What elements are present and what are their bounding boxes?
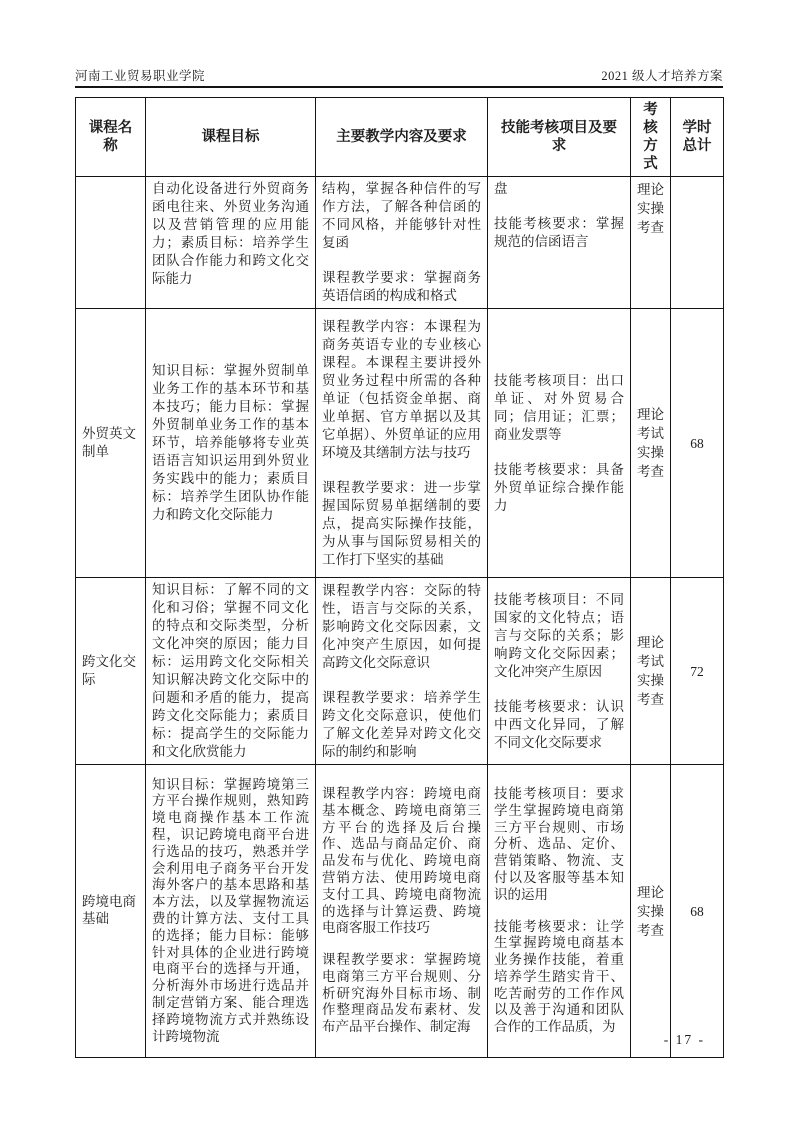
table-row — [76, 177, 724, 309]
method-line: 考查 — [637, 464, 664, 479]
method-line: 考查 — [637, 220, 664, 235]
table-row — [76, 578, 724, 765]
cell-objectives — [146, 578, 316, 765]
cell-paragraph: 技能考核要求：让学生掌握跨境电商基本业务操作技能，着重培养学生踏实肯干、吃苦耐劳的工作作风以及善于沟通和团队合作的工作品质，为 — [494, 918, 624, 1035]
cell-paragraph: 课程教学内容：交际的特性，语言与交际的关系，影响跨文化交际因素，文化冲突产生原因，如何提高跨文化交际意识 — [322, 582, 481, 670]
cell-hours: 68 — [671, 765, 724, 1058]
cell-paragraph: 技能考核要求：认识中西文化异同，了解不同文化交际要求 — [494, 698, 624, 750]
table-row — [76, 765, 724, 1058]
column-header-objectives: 课程目标 — [146, 98, 316, 177]
cell-paragraph: 知识目标：了解不同的文化和习俗；掌握不同文化的特点和交际类型，分析文化冲突的原因；能力目标：运用跨文化交际相关知识解决跨文化交际中的问题和矛盾的能力，提高跨文化交际能力；素质目标：提高学生的交际能力和文化欣赏能力 — [152, 582, 309, 759]
cell-assessment — [488, 177, 631, 309]
cell-paragraph: 课程教学要求：培养学生跨文化交际意识，使他们了解文化差异对跨文化交际的制约和影响 — [322, 689, 481, 759]
cell-paragraph: 课程教学要求：掌握商务英语信函的构成和格式 — [322, 270, 481, 303]
column-header-assessment: 技能考核项目及要求 — [488, 98, 631, 177]
cell-course-name: 跨文化交际 — [76, 578, 146, 765]
method-line: 理论 — [637, 407, 664, 422]
cell-paragraph: 技能考核要求：具备外贸单证综合操作能力 — [494, 461, 624, 513]
column-header-content: 主要教学内容及要求 — [316, 98, 488, 177]
method-line: 实操 — [637, 201, 664, 216]
cell-paragraph: 技能考核要求：掌握规范的信函语言 — [494, 216, 624, 249]
page-number: - 17 - — [663, 1032, 705, 1047]
cell-course-name — [76, 177, 146, 309]
cell-paragraph: 课程教学要求：掌握跨境电商第三方平台规则、分析研究海外目标市场、制作整理商品发布素材、发布产品平台操作、制定海 — [322, 952, 481, 1035]
method-line: 理论 — [637, 884, 664, 900]
table-row — [76, 309, 724, 578]
column-header-method: 考核方式 — [631, 98, 671, 177]
cell-content — [316, 578, 488, 765]
cell-objectives — [146, 309, 316, 578]
header-institution: 河南工业贸易职业学院 — [75, 69, 206, 83]
method-line: 实操 — [637, 445, 664, 460]
cell-method — [631, 578, 671, 765]
cell-paragraph: 技能考核项目：出口单证、对外贸易合同；信用证；汇票；商业发票等 — [494, 372, 624, 442]
cell-assessment — [488, 309, 631, 578]
cell-course-name: 跨境电商基础 — [76, 765, 146, 1058]
cell-method — [631, 765, 671, 1058]
cell-hours: 68 — [671, 309, 724, 578]
method-line: 考查 — [637, 692, 664, 707]
method-line: 实操 — [637, 673, 664, 688]
cell-content — [316, 309, 488, 578]
method-line: 考试 — [637, 654, 664, 669]
table-header-row — [76, 98, 724, 177]
cell-method — [631, 177, 671, 309]
cell-paragraph: 课程教学内容：跨境电商基本概念、跨境电商第三方平台的选择及后台操作、选品与商品定价、商品发布与优化、跨境电商营销方法、使用跨境电商支付工具、跨境电商物流的选择与计算运费、跨境电商客服工作技巧 — [322, 785, 481, 936]
header-document-title: 2021 级人才培养方案 — [601, 69, 723, 83]
cell-objectives — [146, 765, 316, 1058]
cell-assessment — [488, 578, 631, 765]
cell-paragraph: 技能考核项目：要求学生掌握跨境电商第三方平台规则、市场分析、选品、定价、营销策略、物流、支付以及客服等基本知识的运用 — [494, 785, 624, 902]
cell-content — [316, 765, 488, 1058]
cell-paragraph: 知识目标：掌握跨境第三方平台操作规则，熟知跨境电商操作基本工作流程，识记跨境电商平台进行选品的技巧，熟悉并学会利用电子商务平台开发海外客户的基本思路和基本方法，以及掌握物流运费的计算方法、支付工具的选择；能力目标：能够针对具体的企业进行跨境电商平台的选择与开通，分析海外市场进行选品并制定营销方案、能合理选择跨境物流方式并熟练设计跨境物流 — [152, 776, 309, 1044]
cell-paragraph: 知识目标：掌握外贸制单业务工作的基本环节和基本技巧；能力目标：掌握外贸制单业务工作的基本环节，培养能够将专业英语语言知识运用到外贸业务实践中的能力；素质目标：培养学生团队协作能力和跨文化交际能力 — [152, 363, 309, 522]
cell-paragraph: 课程教学内容：本课程为商务英语专业的专业核心课程。本课程主要讲授外贸业务过程中所需的各种单证（包括资金单据、商业单据、官方单据以及其它单据）、外贸单证的应用环境及其缮制方法与技巧 — [322, 318, 481, 460]
method-line: 考查 — [637, 922, 664, 938]
cell-hours — [671, 177, 724, 309]
table-body — [76, 177, 724, 1058]
cell-paragraph: 技能考核项目：不同国家的文化特点；语言与交际的关系；影响跨文化交际因素；文化冲突产生原因 — [494, 591, 624, 679]
cell-course-name: 外贸英文制单 — [76, 309, 146, 578]
cell-paragraph: 自动化设备进行外贸商务函电往来、外贸业务沟通以及营销管理的应用能力；素质目标：培养学生团队合作能力和跨文化交际能力 — [152, 181, 309, 286]
header-rule — [75, 86, 723, 88]
cell-objectives — [146, 177, 316, 309]
cell-method — [631, 309, 671, 578]
cell-hours: 72 — [671, 578, 724, 765]
method-line: 实操 — [637, 903, 664, 919]
column-header-hours: 学时总计 — [671, 98, 724, 177]
cell-paragraph: 课程教学要求：进一步掌握国际贸易单据缮制的要点，提高实际操作技能，为从事与国际贸易相关的工作打下坚实的基础 — [322, 479, 481, 567]
method-line: 考试 — [637, 426, 664, 441]
page-header — [75, 66, 723, 84]
method-line: 理论 — [637, 635, 664, 650]
curriculum-table — [75, 97, 724, 1058]
cell-assessment — [488, 765, 631, 1058]
column-header-course-name: 课程名称 — [76, 98, 146, 177]
cell-paragraph: 结构，掌握各种信件的写作方法，了解各种信函的不同风格，并能够针对性复函 — [322, 181, 481, 250]
method-line: 理论 — [637, 182, 664, 197]
cell-paragraph: 盘 — [494, 181, 508, 196]
cell-content — [316, 177, 488, 309]
